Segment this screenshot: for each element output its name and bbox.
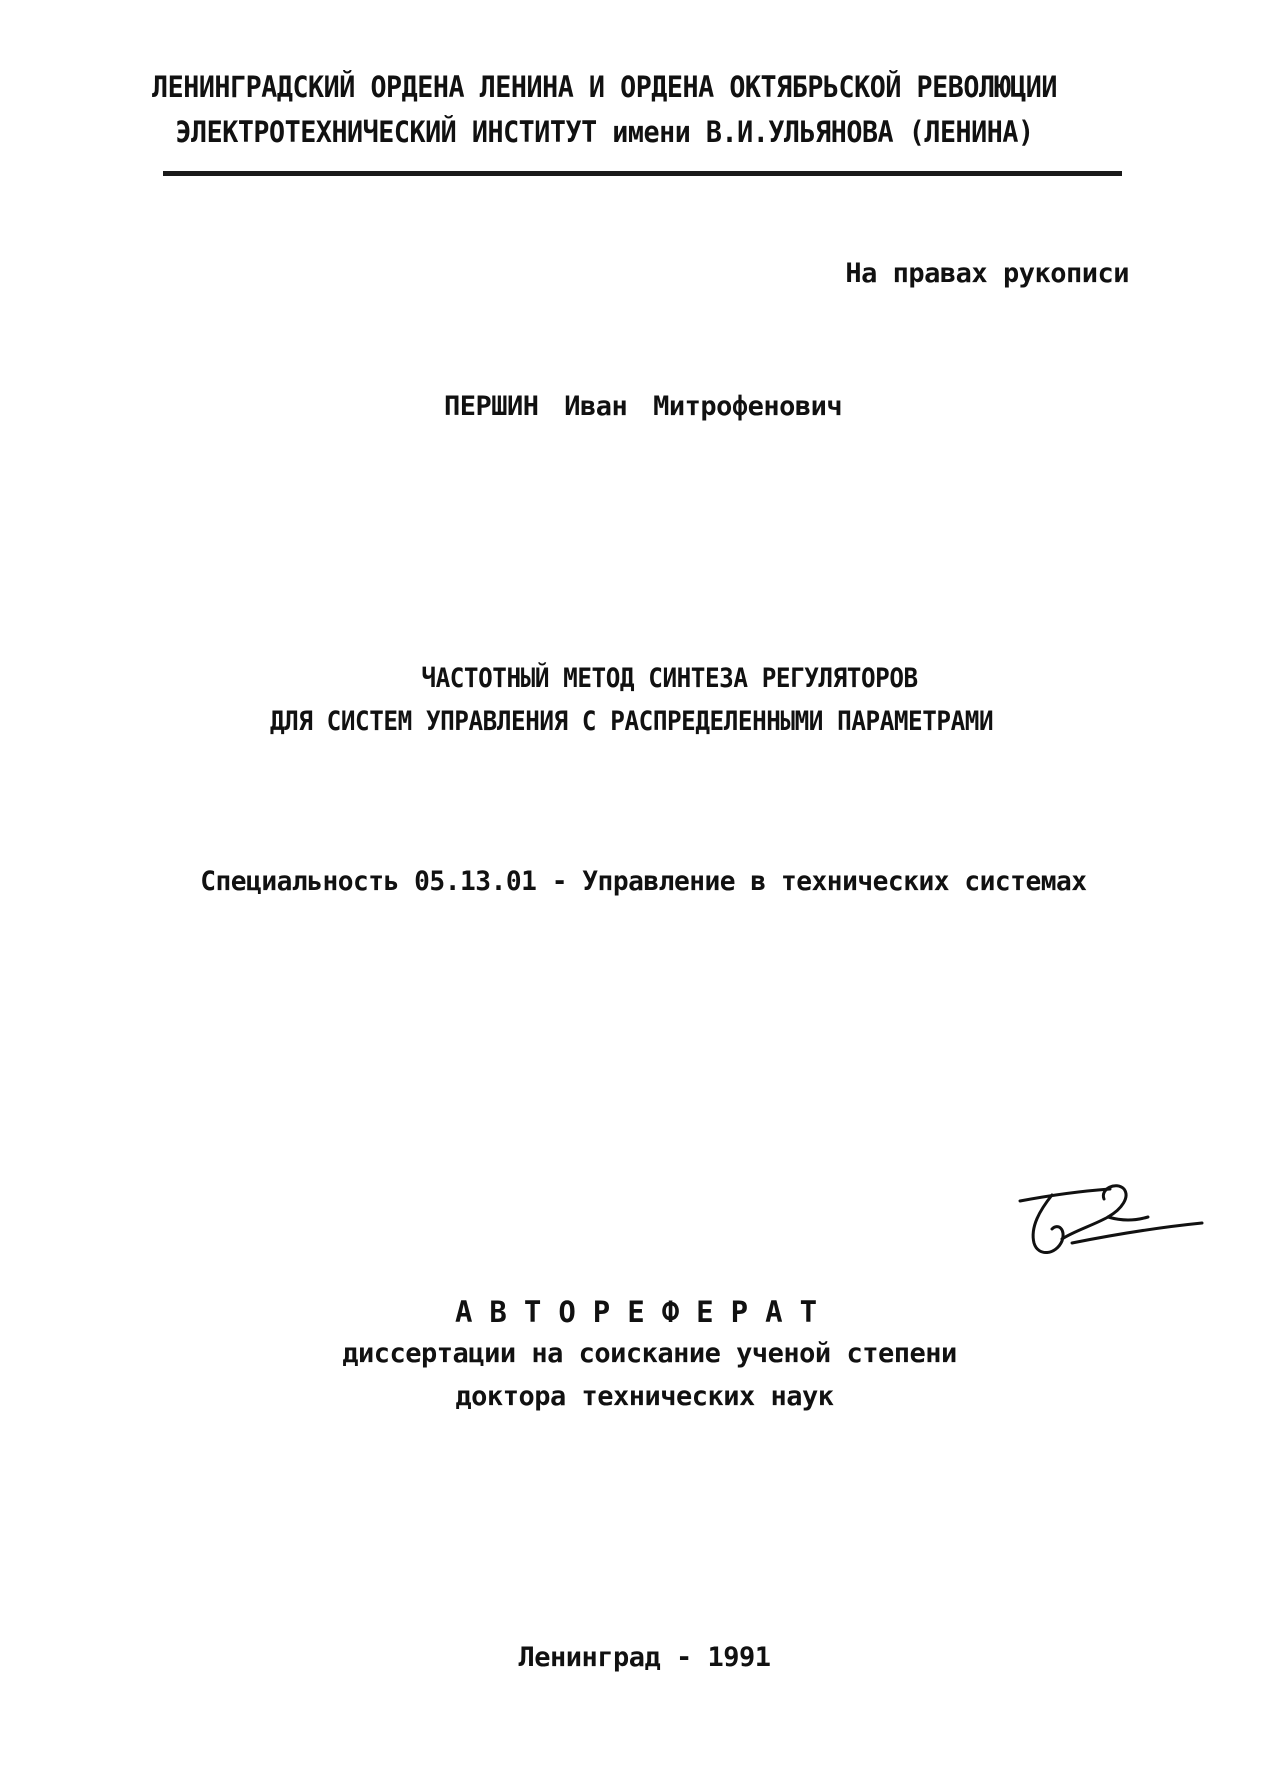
header-divider xyxy=(163,171,1122,176)
author-name: ПЕРШИН Иван Митрофенович xyxy=(444,391,843,422)
city-year: Ленинград - 1991 xyxy=(518,1642,771,1673)
degree-purpose-line-1: диссертации на соискание ученой степени xyxy=(342,1338,957,1369)
document-type-label: АВТОРЕФЕРАТ xyxy=(454,1295,835,1329)
manuscript-rights-note: На правах рукописи xyxy=(845,258,1129,289)
handwritten-signature-icon xyxy=(1012,1165,1212,1265)
degree-purpose-line-2: доктора технических наук xyxy=(455,1381,834,1412)
thesis-title-line-1: ЧАСТОТНЫЙ МЕТОД СИНТЕЗА РЕГУЛЯТОРОВ xyxy=(421,663,918,694)
institute-name-line-2: ЭЛЕКТРОТЕХНИЧЕСКИЙ ИНСТИТУТ имени В.И.УЛЬЯНОВА (ЛЕНИНА) xyxy=(175,115,1034,149)
thesis-title-line-2: ДЛЯ СИСТЕМ УПРАВЛЕНИЯ С РАСПРЕДЕЛЕННЫМИ ПАРАМЕТРАМИ xyxy=(269,706,994,737)
specialty-line: Специальность 05.13.01 - Управление в технических системах xyxy=(200,866,1087,897)
institute-name-line-1: ЛЕНИНГРАДСКИЙ ОРДЕНА ЛЕНИНА И ОРДЕНА ОКТЯБРЬСКОЙ РЕВОЛЮЦИИ xyxy=(152,70,1057,104)
